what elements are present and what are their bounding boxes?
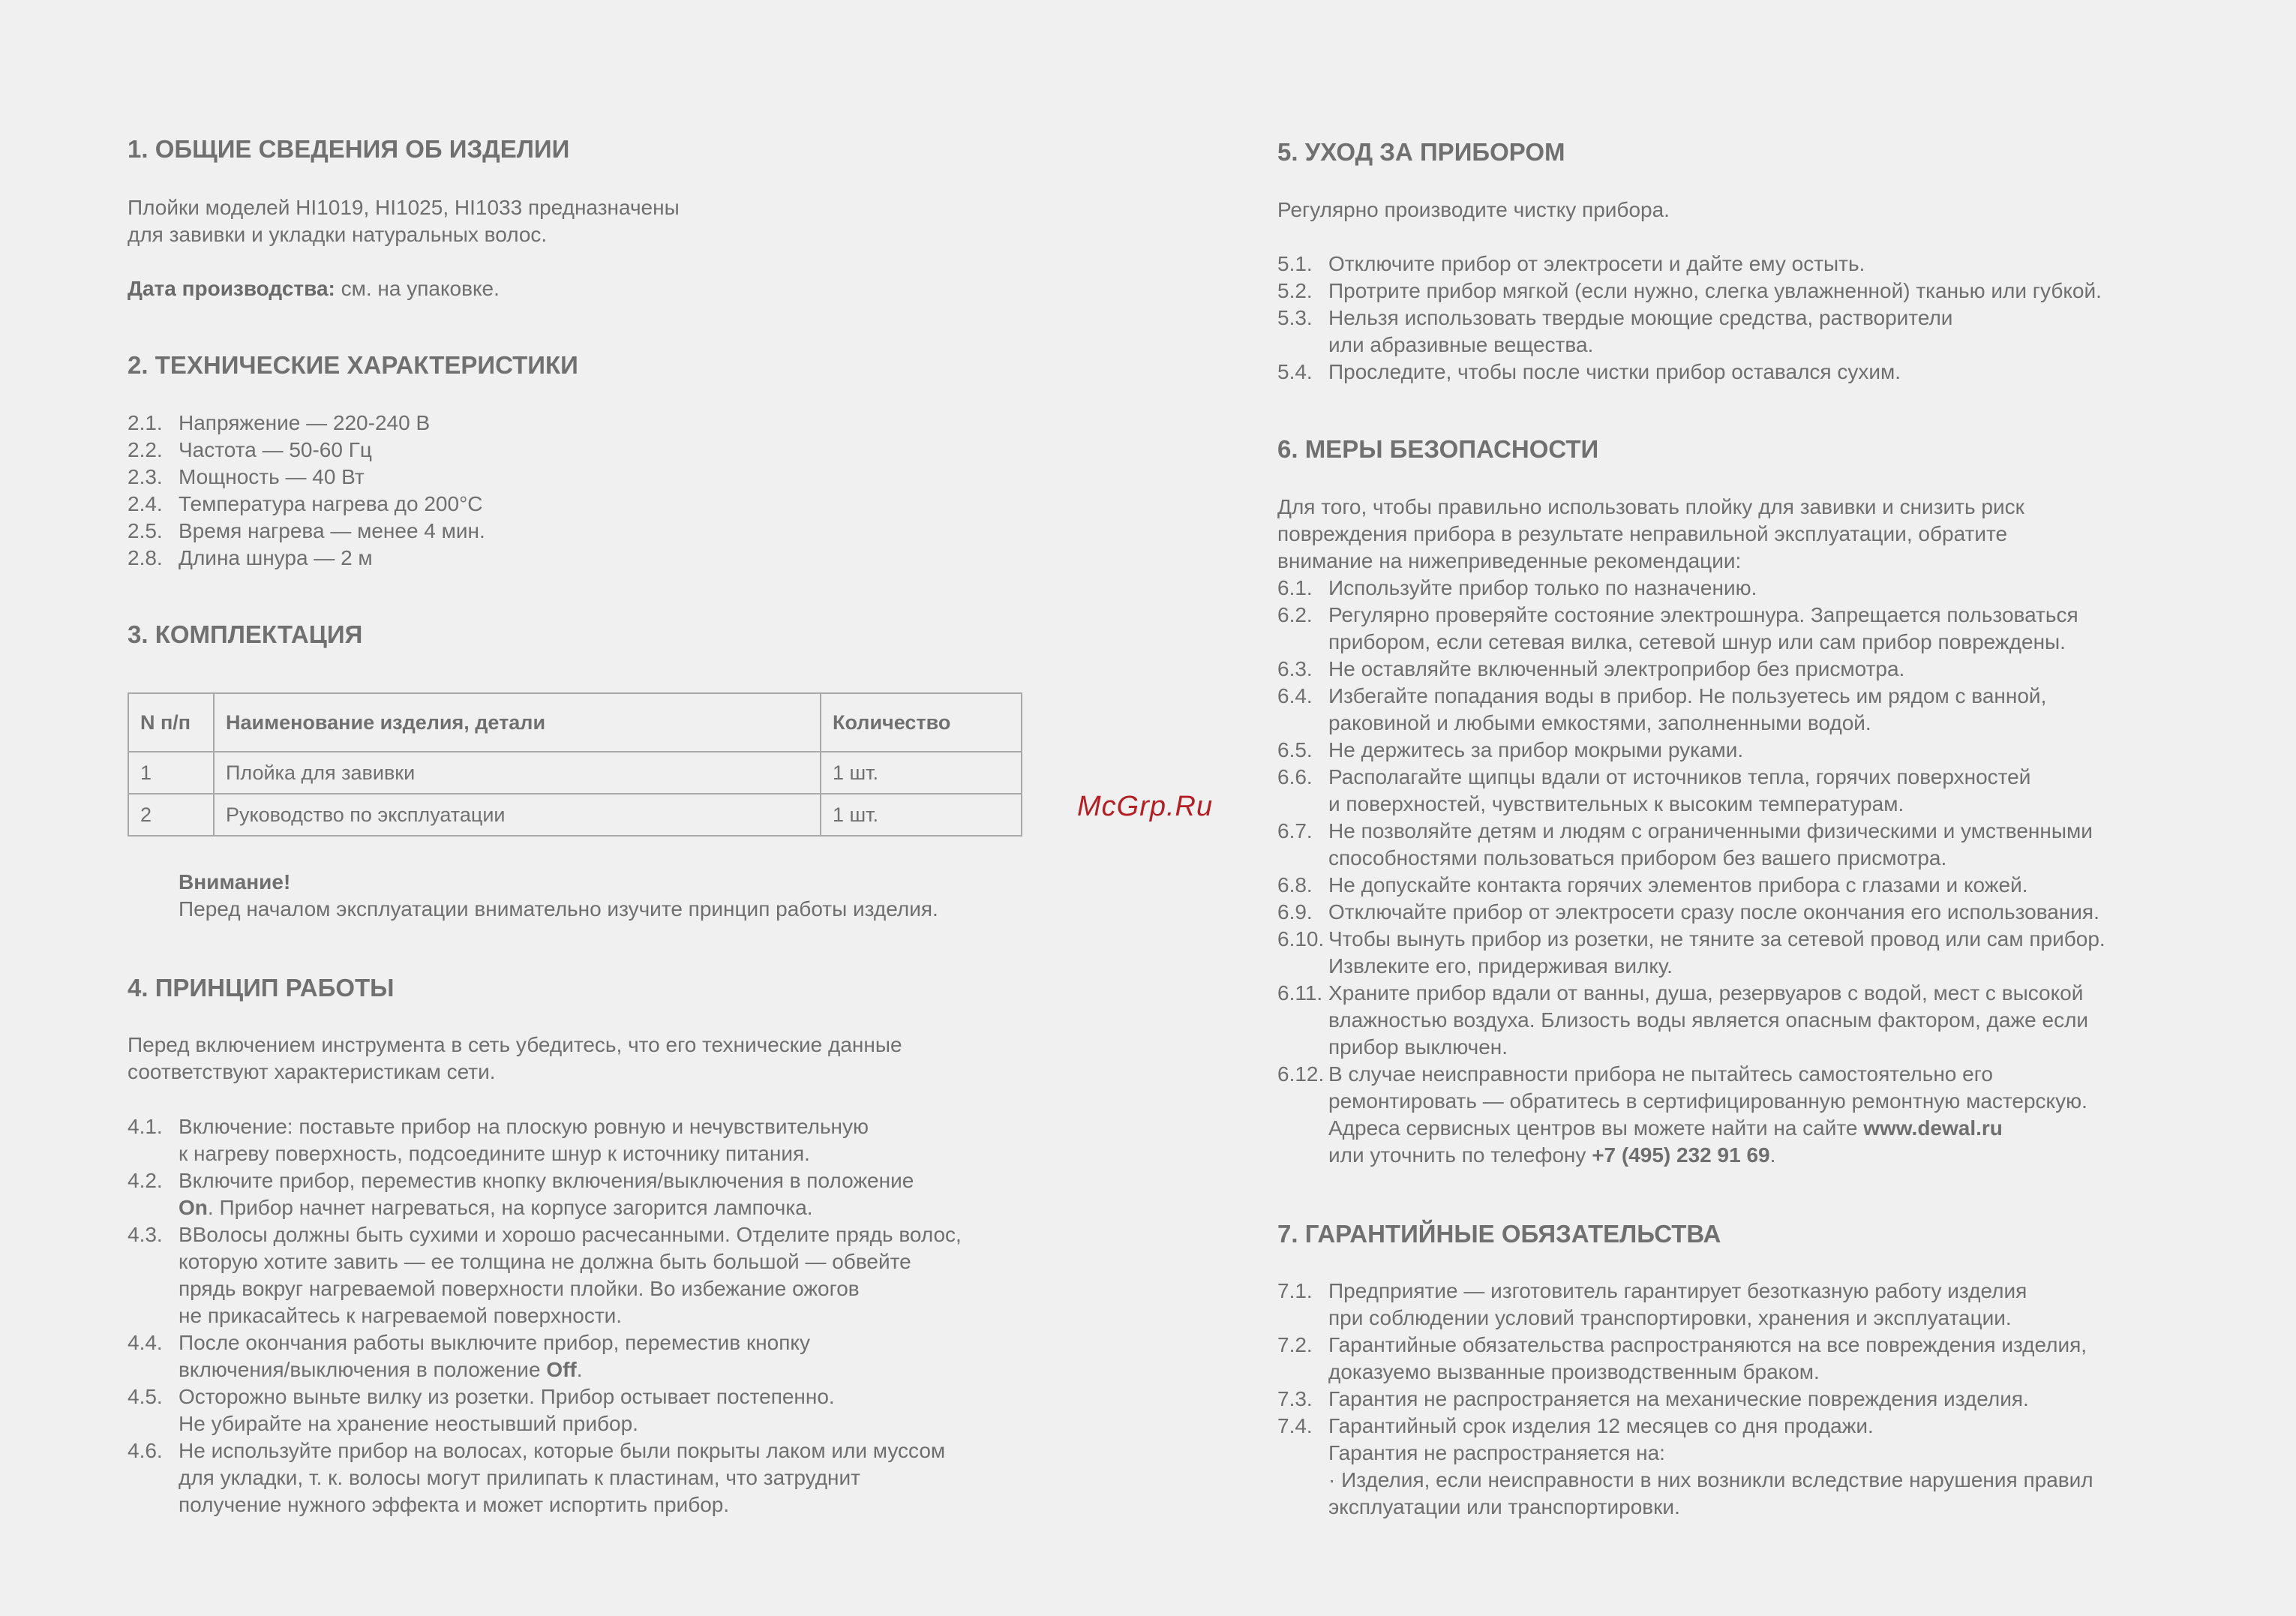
item-number: 6.11. xyxy=(1277,981,1323,1005)
list-item xyxy=(1277,1061,2105,1169)
item-number: 6.9. xyxy=(1277,900,1313,924)
list-item xyxy=(128,518,485,545)
watermark: McGrp.Ru xyxy=(1077,791,1214,822)
item-text-part: или уточнить по телефону xyxy=(1328,1143,1586,1167)
item-text xyxy=(1328,1061,2087,1169)
item-number: 2.8. xyxy=(128,546,163,569)
production-date xyxy=(128,275,500,302)
list-item xyxy=(1277,737,2105,764)
item-text: Отключите прибор от электросети и дайте ему остыть. xyxy=(1328,252,1865,275)
list-item xyxy=(1277,656,2105,683)
item-text: Располагайте щипцы вдали от источников тепла, горячих поверхностей и поверхностей, чувствительных к высоким температурам. xyxy=(1328,765,2031,816)
section-3-title: 3. КОМПЛЕКТАЦИЯ xyxy=(128,620,363,648)
intro-line: Перед включением инструмента в сеть убедитесь, что его технические данные xyxy=(128,1033,902,1056)
list-item xyxy=(1277,278,2102,305)
item-number: 5.2. xyxy=(1277,279,1313,302)
intro-line: для завивки и укладки натуральных волос. xyxy=(128,223,548,246)
item-text: Отключайте прибор от электросети сразу после окончания его использования. xyxy=(1328,900,2099,924)
item-text: Гарантийный срок изделия 12 месяцев со дня продажи. Гарантия не распространяется на: xyxy=(1328,1414,1874,1464)
item-text: Используйте прибор только по назначению. xyxy=(1328,576,1757,599)
item-text: Частота — 50-60 Гц xyxy=(179,438,372,461)
item-text xyxy=(179,1167,914,1221)
section-1-title: 1. ОБЩИЕ СВЕДЕНИЯ ОБ ИЗДЕЛИИ xyxy=(128,135,570,163)
item-text: Мощность — 40 Вт xyxy=(179,465,365,488)
list-item xyxy=(128,1221,962,1329)
list-item xyxy=(1277,872,2105,899)
table-row xyxy=(128,794,1022,836)
item-text: Избегайте попадания воды в прибор. Не пользуетесь им рядом с ванной, раковиной и любыми емкостями, заполненными водой. xyxy=(1328,684,2047,734)
item-number: 7.1. xyxy=(1277,1279,1313,1302)
item-number: 6.7. xyxy=(1277,819,1313,843)
item-number: 6.2. xyxy=(1277,603,1313,626)
list-item xyxy=(1277,980,2105,1061)
list-item xyxy=(1277,602,2105,656)
list-item xyxy=(128,491,485,518)
position-on: On xyxy=(179,1196,208,1219)
item-number: 4.2. xyxy=(128,1169,163,1192)
item-text: Чтобы вынуть прибор из розетки, не тяните за сетевой провод или сам прибор. Извлеките его, придерживая вилку. xyxy=(1328,927,2105,978)
list-item xyxy=(128,464,485,491)
care-list xyxy=(1277,251,2102,386)
item-text: Осторожно выньте вилку из розетки. Прибор остывает постепенно. Не убирайте на хранение неостывший прибор. xyxy=(179,1385,835,1435)
item-number: 2.5. xyxy=(128,519,163,542)
list-item xyxy=(128,1437,962,1518)
table-header-cell: Наименование изделия, детали xyxy=(214,693,821,752)
table-cell: Плойка для завивки xyxy=(214,752,821,794)
item-number: 5.4. xyxy=(1277,360,1313,383)
list-item xyxy=(1277,818,2105,872)
table-row xyxy=(128,752,1022,794)
list-item xyxy=(1277,1413,2093,1467)
item-number: 7.2. xyxy=(1277,1333,1313,1356)
section-4-intro xyxy=(128,1032,902,1086)
item-text: Не позволяйте детям и людям с ограниченными физическими и умственными способностями пользоваться прибором без вашего присмотра. xyxy=(1328,819,2093,870)
item-text: Регулярно проверяйте состояние электрошнура. Запрещается пользоваться прибором, если сетевая вилка, сетевой шнур или сам прибор повреждены. xyxy=(1328,603,2078,653)
section-7-title: 7. ГАРАНТИЙНЫЕ ОБЯЗАТЕЛЬСТВА xyxy=(1277,1220,1721,1248)
list-item xyxy=(128,1113,962,1167)
item-number: 5.1. xyxy=(1277,252,1313,275)
item-text: Длина шнура — 2 м xyxy=(179,546,373,569)
item-text: Храните прибор вдали от ванны, душа, резервуаров с водой, мест с высокой влажностью воздуха. Близость воды является опасным фактором, даже если прибор выключен. xyxy=(1328,981,2089,1059)
item-number: 6.4. xyxy=(1277,684,1313,707)
section-1-intro xyxy=(128,194,680,248)
table-header-row xyxy=(128,693,1022,752)
item-text: Гарантийные обязательства распространяются на все повреждения изделия, доказуемо вызванные производственным браком. xyxy=(1328,1333,2087,1383)
table-cell: 1 xyxy=(128,752,214,794)
item-number: 6.12. xyxy=(1277,1062,1325,1086)
item-number: 6.8. xyxy=(1277,873,1313,897)
item-text-part: В случае неисправности прибора не пытайтесь самостоятельно его ремонтировать — обратитесь в сертифицированную ремонтную мастерскую. Адреса сервисных центров вы можете найти на сайте xyxy=(1328,1062,2087,1140)
item-text: Предприятие — изготовитель гарантирует безотказную работу изделия при соблюдении условий транспортировки, хранения и эксплуатации. xyxy=(1328,1279,2027,1329)
item-text: Гарантия не распространяется на механические повреждения изделия. xyxy=(1328,1387,2029,1410)
warranty-list xyxy=(1277,1278,2093,1521)
item-text-part: . Прибор начнет нагреваться, на корпусе загорится лампочка. xyxy=(207,1196,813,1219)
service-phone: +7 (495) 232 91 69 xyxy=(1592,1143,1770,1167)
item-text: Проследите, чтобы после чистки прибор оставался сухим. xyxy=(1328,360,1901,383)
item-number: 6.10. xyxy=(1277,927,1325,951)
item-number: 6.1. xyxy=(1277,576,1313,599)
list-item xyxy=(1277,1278,2093,1332)
section-6-intro: Для того, чтобы правильно использовать плойку для завивки и снизить риск повреждения прибора в результате неправильной эксплуатации, обратите внимание на нижеприведенные рекомендации: xyxy=(1277,495,2024,572)
attention-text: Перед началом эксплуатации внимательно изучите принцип работы изделия. xyxy=(179,897,938,921)
item-text: Температура нагрева до 200°С xyxy=(179,492,483,515)
table-cell: 2 xyxy=(128,794,214,836)
list-item xyxy=(128,1167,962,1221)
attention-title: Внимание! xyxy=(179,870,291,894)
item-number: 4.6. xyxy=(128,1439,163,1462)
item-number: 6.6. xyxy=(1277,765,1313,788)
list-item xyxy=(1277,359,2102,386)
section-5-intro: Регулярно производите чистку прибора. xyxy=(1277,198,1670,221)
list-item xyxy=(1277,251,2102,278)
item-text: Нельзя использовать твердые моющие средства, растворители или абразивные вещества. xyxy=(1328,306,1953,356)
service-website: www.dewal.ru xyxy=(1863,1116,2003,1140)
item-number: 7.3. xyxy=(1277,1387,1313,1410)
item-text: Время нагрева — менее 4 мин. xyxy=(179,519,485,542)
list-item xyxy=(1277,1386,2093,1413)
list-item xyxy=(1277,1332,2093,1386)
item-text: ВВолосы должны быть сухими и хорошо расчесанными. Отделите прядь волос, которую хотите завить — ее толщина не должна быть большой — обвейте прядь вокруг нагреваемой поверхности плойки. Во избежание ожогов не прикасайтесь к нагреваемой поверхности. xyxy=(179,1223,962,1327)
table-cell: 1 шт. xyxy=(821,794,1022,836)
item-number: 5.3. xyxy=(1277,306,1313,329)
item-number: 2.1. xyxy=(128,411,163,434)
item-text: Не оставляйте включенный электроприбор без присмотра. xyxy=(1328,657,1905,680)
section-4-title: 4. ПРИНЦИП РАБОТЫ xyxy=(128,974,395,1002)
section-6-title: 6. МЕРЫ БЕЗОПАСНОСТИ xyxy=(1277,435,1599,463)
operation-list xyxy=(128,1113,962,1518)
intro-line: Плойки моделей HI1019, HI1025, HI1033 предназначены xyxy=(128,196,680,219)
list-item xyxy=(1277,926,2105,980)
item-text-part: После окончания работы выключите прибор, переместив кнопку включения/выключения в положение xyxy=(179,1331,810,1381)
list-item xyxy=(128,410,485,437)
item-text: Протрите прибор мягкой (если нужно, слегка увлажненной) тканью или губкой. xyxy=(1328,279,2102,302)
warranty-exclusion: · Изделия, если неисправности в них возникли вследствие нарушения правил эксплуатации или транспортировки. xyxy=(1328,1468,2093,1518)
intro-line: соответствуют характеристикам сети. xyxy=(128,1060,496,1083)
tech-specs-list xyxy=(128,410,485,572)
list-item xyxy=(128,545,485,572)
list-item xyxy=(1277,305,2102,359)
item-number: 4.4. xyxy=(128,1331,163,1354)
package-contents-table xyxy=(128,692,1022,837)
item-number: 2.4. xyxy=(128,492,163,515)
list-item xyxy=(128,437,485,464)
position-off: Off xyxy=(546,1358,577,1381)
item-text-part: . xyxy=(576,1358,583,1381)
item-number: 6.5. xyxy=(1277,738,1313,761)
list-item xyxy=(1277,764,2105,818)
item-text: Не держитесь за прибор мокрыми руками. xyxy=(1328,738,1744,761)
item-number: 4.1. xyxy=(128,1115,163,1138)
item-number: 2.3. xyxy=(128,465,163,488)
table-cell: 1 шт. xyxy=(821,752,1022,794)
production-date-value: см. на упаковке. xyxy=(335,277,500,300)
list-item xyxy=(1277,1467,2093,1521)
item-number: 4.5. xyxy=(128,1385,163,1408)
table-cell: Руководство по эксплуатации xyxy=(214,794,821,836)
item-number: 2.2. xyxy=(128,438,163,461)
item-text: Включение: поставьте прибор на плоскую ровную и нечувствительную к нагреву поверхность, подсоедините шнур к источнику питания. xyxy=(179,1115,869,1165)
item-number: 6.3. xyxy=(1277,657,1313,680)
list-item xyxy=(128,1329,962,1383)
list-item xyxy=(128,1383,962,1437)
item-text-part: Включите прибор, переместив кнопку включения/выключения в положение xyxy=(179,1169,914,1192)
safety-list xyxy=(1277,575,2105,1169)
list-item xyxy=(1277,683,2105,737)
table-header-cell: Количество xyxy=(821,693,1022,752)
list-item xyxy=(1277,575,2105,602)
list-item xyxy=(1277,899,2105,926)
item-text: Напряжение — 220-240 В xyxy=(179,411,431,434)
item-text-part: . xyxy=(1769,1143,1776,1167)
section-5-title: 5. УХОД ЗА ПРИБОРОМ xyxy=(1277,138,1565,166)
item-text: Не допускайте контакта горячих элементов прибора с глазами и кожей. xyxy=(1328,873,2028,897)
production-date-label: Дата производства: xyxy=(128,277,335,300)
item-text xyxy=(179,1329,810,1383)
item-number: 7.4. xyxy=(1277,1414,1313,1437)
attention-note xyxy=(179,869,938,923)
table-header-cell: N п/п xyxy=(128,693,214,752)
section-2-title: 2. ТЕХНИЧЕСКИЕ ХАРАКТЕРИСТИКИ xyxy=(128,351,578,379)
item-number: 4.3. xyxy=(128,1223,163,1246)
item-text: Не используйте прибор на волосах, которые были покрыты лаком или муссом для укладки, т. к. волосы могут прилипать к пластинам, что затруднит получение нужного эффекта и может испортить прибор. xyxy=(179,1439,946,1516)
